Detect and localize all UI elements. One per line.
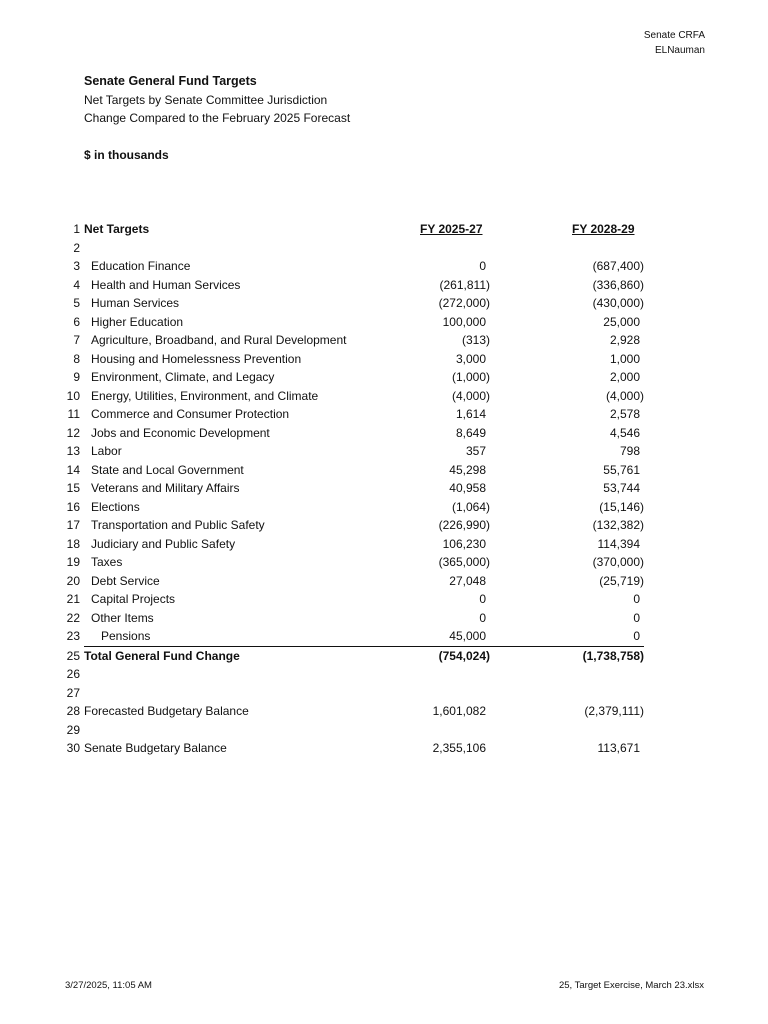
value-fy2025-27: (313)	[461, 333, 490, 347]
row-number: 14	[66, 462, 80, 477]
value-fy2028-29: (336,860)	[592, 277, 644, 292]
value-fy2028-29: 25,000	[603, 314, 640, 329]
row-number: 12	[66, 425, 80, 440]
total-row	[0, 647, 768, 666]
row-number: 2	[73, 240, 80, 255]
row-number: 7	[73, 333, 80, 347]
value-fy2028-29: (25,719)	[599, 573, 644, 588]
row-label: Labor	[91, 444, 122, 458]
value-fy2025-27: 40,958	[449, 481, 486, 495]
value-fy2028-29: (15,146)	[599, 499, 644, 514]
footer-timestamp: 3/27/2025, 11:05 AM	[65, 980, 152, 991]
table-header-row	[0, 220, 768, 239]
forecasted-balance-label: Forecasted Budgetary Balance	[84, 704, 249, 718]
row-number: 5	[73, 296, 80, 310]
row-number: 15	[66, 481, 80, 495]
row-label: Capital Projects	[91, 592, 176, 606]
table-body	[0, 239, 768, 646]
value-fy2025-27: 0	[479, 259, 486, 273]
row-number: 23	[66, 629, 80, 643]
row-number: 19	[66, 555, 80, 569]
value-fy2028-29: (4,000)	[605, 388, 644, 403]
value-fy2028-29: 114,394	[597, 536, 640, 551]
value-fy2028-29: 55,761	[603, 462, 640, 477]
table-row-blank	[0, 721, 768, 740]
table-row	[0, 609, 768, 628]
value-fy2025-27: 357	[465, 444, 486, 458]
value-fy2025-27: 3,000	[455, 351, 486, 366]
table-row-blank	[0, 684, 768, 703]
value-fy2028-29: (687,400)	[592, 259, 644, 273]
value-fy2028-29: 0	[633, 592, 640, 606]
footer-filename: 25, Target Exercise, March 23.xlsx	[558, 980, 704, 991]
column-header-fy2025-27: FY 2025-27	[420, 222, 483, 236]
total-value-fy2028-29: (1,738,758)	[582, 648, 644, 663]
report-subtitle-1: Net Targets by Senate Committee Jurisdiction	[84, 93, 328, 107]
table-row	[0, 294, 768, 313]
row-label: Jobs and Economic Development	[91, 425, 270, 440]
value-fy2025-27: (226,990)	[438, 518, 490, 532]
row-label: Health and Human Services	[91, 277, 241, 292]
forecasted-balance-fy2028-29: (2,379,111)	[584, 704, 644, 718]
value-fy2028-29: 2,578	[609, 407, 640, 421]
report-titles	[84, 72, 350, 164]
row-number: 10	[66, 388, 80, 403]
report-subtitle-2: Change Compared to the February 2025 Forecast	[84, 111, 351, 125]
value-fy2025-27: 1,614	[455, 407, 486, 421]
value-fy2028-29: 2,928	[609, 333, 640, 347]
row-label: Debt Service	[91, 573, 160, 588]
value-fy2025-27: 100,000	[442, 314, 486, 329]
value-fy2028-29: 0	[633, 629, 640, 643]
row-number: 21	[66, 592, 80, 606]
value-fy2025-27: (272,000)	[438, 296, 490, 310]
row-number: 26	[66, 667, 80, 681]
value-fy2025-27: (261,811)	[439, 277, 490, 292]
table-row-blank	[0, 665, 768, 684]
targets-table	[0, 220, 768, 758]
row-number: 30	[66, 741, 80, 755]
row-label: Judiciary and Public Safety	[91, 536, 236, 551]
table-row	[0, 442, 768, 461]
senate-balance-row	[0, 739, 768, 758]
row-number: 11	[67, 407, 80, 421]
value-fy2025-27: 0	[479, 592, 486, 606]
value-fy2025-27: 45,298	[449, 462, 486, 477]
author-name: ELNauman	[654, 45, 705, 56]
total-label: Total General Fund Change	[84, 648, 240, 663]
table-row	[0, 424, 768, 443]
value-fy2025-27: (1,064)	[451, 499, 490, 514]
report-title: Senate General Fund Targets	[84, 74, 257, 88]
row-label: State and Local Government	[91, 462, 244, 477]
table-row	[0, 387, 768, 406]
row-number: 1	[73, 222, 80, 236]
header-label: Net Targets	[84, 222, 150, 236]
row-label: Agriculture, Broadband, and Rural Development	[91, 333, 347, 347]
senate-balance-label: Senate Budgetary Balance	[84, 741, 227, 755]
table-row	[0, 331, 768, 350]
row-label: Transportation and Public Safety	[91, 518, 265, 532]
table-row	[0, 405, 768, 424]
row-number: 29	[66, 722, 80, 737]
row-label: Taxes	[91, 555, 123, 569]
row-number: 13	[66, 444, 80, 458]
row-label: Elections	[91, 499, 140, 514]
table-row	[0, 350, 768, 369]
row-number: 4	[73, 277, 80, 292]
table-row	[0, 479, 768, 498]
row-label: Human Services	[91, 296, 180, 310]
value-fy2025-27: (1,000)	[451, 370, 490, 384]
table-row	[0, 276, 768, 295]
senate-balance-fy2028-29: 113,671	[597, 741, 640, 755]
table-row	[0, 572, 768, 591]
value-fy2028-29: (132,382)	[592, 518, 644, 532]
forecasted-balance-fy2025-27: 1,601,082	[432, 704, 486, 718]
row-number: 20	[66, 573, 80, 588]
row-label: Higher Education	[91, 314, 184, 329]
row-number: 9	[73, 370, 80, 384]
table-row	[0, 535, 768, 554]
row-label: Housing and Homelessness Prevention	[91, 351, 302, 366]
row-number: 22	[66, 610, 80, 625]
forecasted-balance-row	[0, 702, 768, 721]
value-fy2028-29: 4,546	[609, 425, 640, 440]
row-number: 3	[73, 259, 80, 273]
value-fy2025-27: (365,000)	[438, 555, 490, 569]
senate-balance-fy2025-27: 2,355,106	[432, 741, 486, 755]
table-row	[0, 257, 768, 276]
table-row-blank	[0, 239, 768, 258]
row-number: 17	[66, 518, 80, 532]
table-row	[0, 313, 768, 332]
value-fy2028-29: (370,000)	[592, 555, 644, 569]
row-label: Education Finance	[91, 259, 191, 273]
row-label: Environment, Climate, and Legacy	[91, 370, 275, 384]
table-row	[0, 516, 768, 535]
value-fy2025-27: 0	[479, 610, 486, 625]
row-number: 27	[66, 685, 80, 700]
table-row	[0, 461, 768, 480]
value-fy2028-29: 53,744	[603, 481, 640, 495]
org-name: Senate CRFA	[643, 30, 705, 41]
units-note: $ in thousands	[84, 148, 169, 162]
value-fy2025-27: 8,649	[455, 425, 486, 440]
table-row	[0, 368, 768, 387]
page-header-right	[644, 28, 705, 58]
row-number: 6	[73, 314, 80, 329]
row-label: Pensions	[101, 629, 151, 643]
value-fy2025-27: 45,000	[449, 629, 486, 643]
value-fy2025-27: 27,048	[449, 573, 486, 588]
row-label: Veterans and Military Affairs	[91, 481, 240, 495]
table-row	[0, 553, 768, 572]
total-value-fy2025-27: (754,024)	[438, 648, 490, 663]
row-label: Commerce and Consumer Protection	[91, 407, 290, 421]
row-label: Other Items	[91, 610, 154, 625]
value-fy2028-29: 798	[619, 444, 640, 458]
table-row	[0, 498, 768, 517]
value-fy2025-27: 106,230	[442, 536, 486, 551]
table-row	[0, 627, 768, 646]
value-fy2028-29: 0	[633, 610, 640, 625]
value-fy2025-27: (4,000)	[451, 388, 490, 403]
column-header-fy2028-29: FY 2028-29	[572, 222, 635, 236]
value-fy2028-29: 1,000	[609, 351, 640, 366]
table-row	[0, 590, 768, 609]
value-fy2028-29: (430,000)	[592, 296, 644, 310]
row-number: 18	[66, 536, 80, 551]
row-label: Energy, Utilities, Environment, and Climate	[91, 388, 319, 403]
row-number: 8	[73, 351, 80, 366]
row-number: 16	[66, 499, 80, 514]
row-number: 25	[66, 648, 80, 663]
value-fy2028-29: 2,000	[609, 370, 640, 384]
row-number: 28	[66, 704, 80, 718]
